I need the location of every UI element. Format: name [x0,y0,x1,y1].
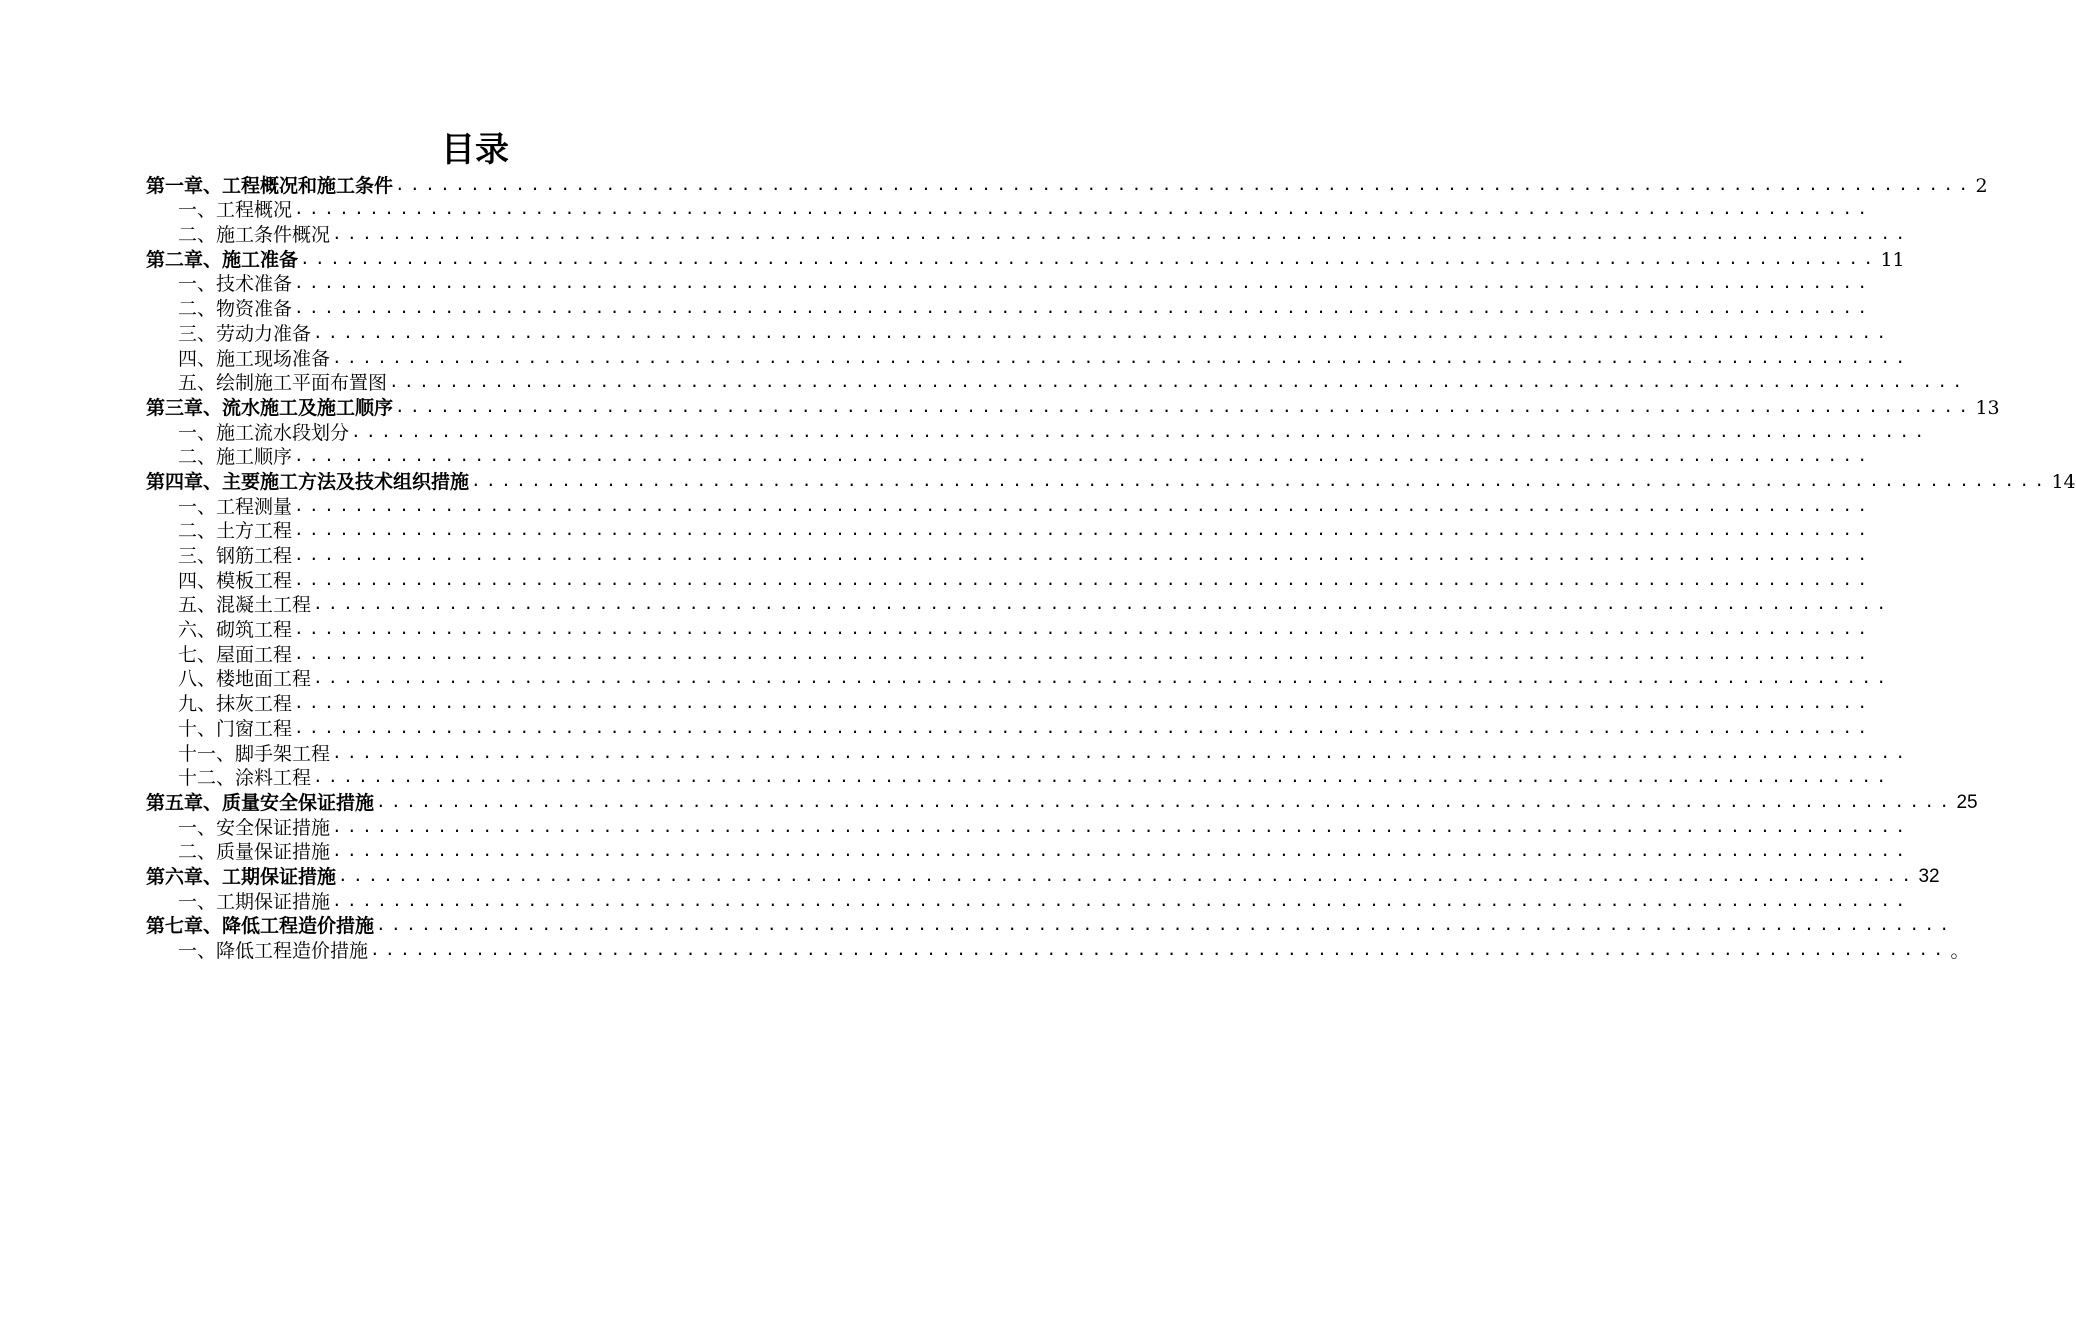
toc-chapter-row[interactable] [146,173,1988,198]
toc-dot-leader: ......................................................................................................... [294,199,1873,219]
toc-section-label: 十、门窗工程 [178,717,293,740]
toc-dot-leader: ......................................................................................................... [313,594,1892,614]
toc-page-number: 25 [1956,791,1978,813]
toc-section-label: 二、施工条件概况 [178,224,331,247]
toc-section-label: 一、工程测量 [178,495,293,518]
toc-section-row[interactable] [146,642,1873,667]
toc-chapter-label: 第四章、主要施工方法及技术组织措施 [146,470,470,493]
toc-dot-leader: ......................................................................................................... [294,717,1873,737]
toc-section-row[interactable] [146,346,1911,371]
toc-section-row[interactable] [146,371,1968,396]
toc-section-row[interactable] [146,222,1911,247]
toc-section-label: 一、安全保证措施 [178,816,331,839]
toc-title: 目录 [441,130,509,170]
table-of-contents [146,173,2076,963]
toc-section-row[interactable] [146,741,1911,766]
toc-dot-leader: ......................................................................................................... [294,520,1873,540]
toc-chapter-label: 第五章、质量安全保证措施 [146,791,375,814]
toc-dot-leader: ......................................................................................................... [376,791,1955,811]
toc-section-row[interactable] [146,889,1911,914]
toc-page-number: 11 [1880,248,1905,271]
toc-dot-leader: ......................................................................................................... [332,347,1911,367]
toc-chapter-row[interactable] [146,790,1978,815]
toc-section-label: 二、质量保证措施 [178,841,331,864]
toc-section-label: 一、施工流水段划分 [178,421,350,444]
toc-dot-leader: ......................................................................................................... [395,396,1974,416]
toc-dot-leader: ......................................................................................................... [471,470,2050,490]
toc-dot-leader: ......................................................................................................... [294,298,1873,318]
toc-section-label: 四、施工现场准备 [178,347,331,370]
toc-section-label: 八、楼地面工程 [178,668,312,691]
toc-chapter-label: 第六章、工期保证措施 [146,865,337,888]
toc-section-label: 十二、涂料工程 [178,767,312,790]
toc-dot-leader: ......................................................................................................... [332,224,1911,244]
toc-section-label: 一、工程概况 [178,199,293,222]
toc-dot-leader: ......................................................................................................... [294,545,1873,564]
toc-dot-leader: ......................................................................................................... [351,421,1930,441]
toc-page-number: 13 [1975,396,2000,419]
toc-section-row[interactable] [146,519,1873,544]
toc-chapter-label: 第三章、流水施工及施工顺序 [146,396,394,419]
toc-chapter-row[interactable] [146,469,2076,494]
toc-section-row[interactable] [146,568,1873,593]
toc-section-row[interactable] [146,617,1873,642]
toc-dot-leader: ......................................................................................................... [294,569,1873,589]
toc-chapter-row[interactable] [146,247,1905,272]
toc-section-row[interactable] [146,691,1873,716]
toc-section-label: 一、降低工程造价措施 [178,940,369,962]
toc-section-label: 三、劳动力准备 [178,322,312,345]
toc-section-row[interactable] [146,815,1911,840]
toc-chapter-label: 第二章、施工准备 [146,248,299,271]
toc-dot-leader: ......................................................................................................... [294,693,1873,713]
toc-section-label: 二、土方工程 [178,520,293,543]
toc-section-label: 十一、脚手架工程 [178,742,331,765]
toc-section-row[interactable] [146,766,1892,791]
toc-dot-leader: ......................................................................................................... [332,841,1911,861]
toc-dot-leader: ......................................................................................................... [294,446,1873,466]
toc-dot-leader: ......................................................................................................... [294,495,1873,515]
toc-section-row[interactable] [146,321,1892,346]
toc-section-label: 二、物资准备 [178,298,293,321]
toc-dot-leader: ......................................................................................................... [313,668,1892,688]
toc-dot-leader: ......................................................................................................... [389,372,1968,392]
toc-section-row[interactable] [146,840,1911,865]
toc-section-label: 二、施工顺序 [178,446,293,469]
toc-chapter-label: 第一章、工程概况和施工条件 [146,174,394,197]
toc-dot-leader: ......................................................................................................... [332,816,1911,836]
toc-page-number: 2 [1975,174,1988,197]
toc-section-row[interactable] [146,716,1873,741]
toc-section-label: 六、砌筑工程 [178,619,293,642]
toc-dot-leader: ......................................................................................................... [395,174,1974,194]
toc-page-number: 32 [1918,865,1940,887]
toc-dot-leader: ......................................................................................................... [332,742,1911,762]
toc-section-label: 一、技术准备 [178,273,293,296]
toc-chapter-row[interactable] [146,864,1940,889]
toc-dot-leader: ......................................................................................................... [294,643,1873,663]
toc-chapter-row[interactable] [146,395,2000,420]
toc-chapter-label: 第七章、降低工程造价措施 [146,915,375,938]
toc-section-label: 五、混凝土工程 [178,594,312,617]
toc-section-row[interactable] [146,938,1970,963]
toc-dot-leader: ......................................................................................................... [370,940,1949,959]
toc-dot-leader: ......................................................................................................... [338,865,1917,885]
toc-section-label: 一、工期保证措施 [178,890,331,913]
toc-dot-leader: ......................................................................................................... [376,915,1955,935]
toc-section-label: 三、钢筋工程 [178,545,293,567]
toc-section-label: 四、模板工程 [178,569,293,592]
toc-dot-leader: ......................................................................................................... [294,273,1873,293]
toc-dot-leader: ......................................................................................................... [294,619,1873,639]
toc-dot-leader: ......................................................................................................... [313,767,1892,787]
toc-section-label: 九、抹灰工程 [178,693,293,716]
toc-dot-leader: ......................................................................................................... [313,322,1892,342]
toc-section-row[interactable] [146,667,1892,692]
toc-section-row[interactable] [146,494,1873,519]
toc-section-row[interactable] [146,445,1873,470]
toc-page-number: 。 [1950,940,1970,962]
toc-page-number: 14 [2051,470,2076,493]
toc-section-row[interactable] [146,593,1892,618]
toc-section-row[interactable] [146,296,1873,321]
toc-section-row[interactable] [146,543,1873,568]
toc-section-row[interactable] [146,198,1873,223]
toc-section-row[interactable] [146,272,1873,297]
toc-section-label: 七、屋面工程 [178,643,293,666]
toc-dot-leader: ......................................................................................................... [300,248,1879,268]
toc-section-row[interactable] [146,420,1930,445]
toc-chapter-row[interactable] [146,914,1955,939]
toc-dot-leader: ......................................................................................................... [332,890,1911,910]
toc-section-label: 五、绘制施工平面布置图 [178,372,388,395]
